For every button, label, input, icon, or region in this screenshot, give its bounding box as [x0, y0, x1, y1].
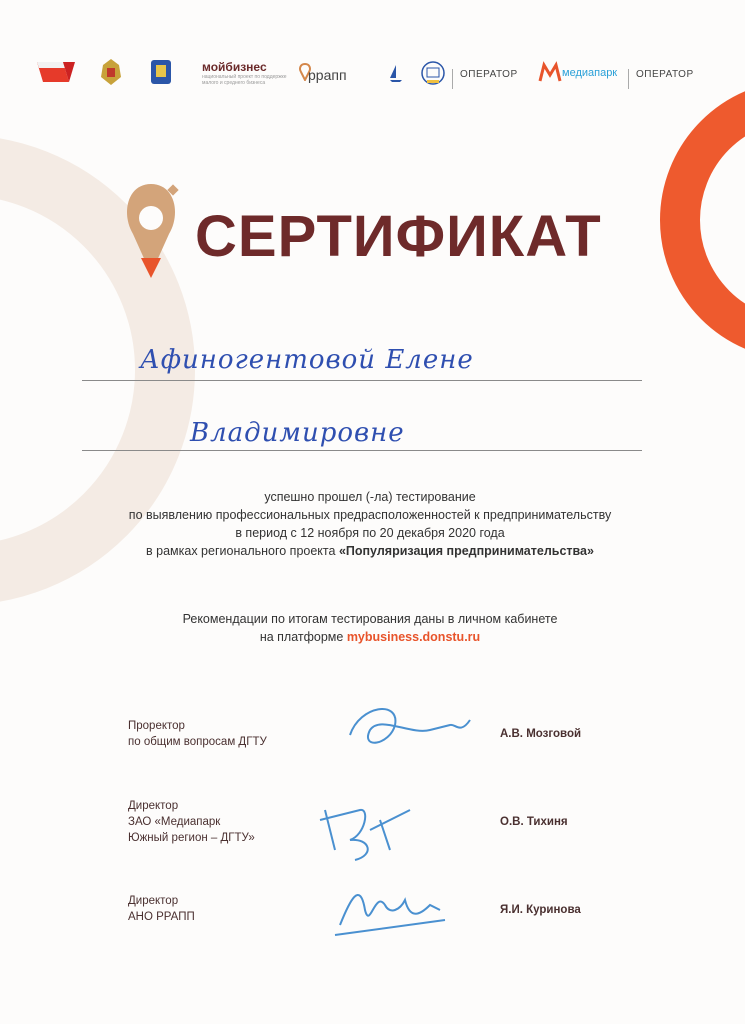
body-line-3: в период с 12 ноября по 20 декабря 2020 года: [235, 526, 505, 540]
signatory-2-position: [128, 798, 255, 846]
mediapark-logo: [562, 67, 617, 79]
logo-divider-2: [628, 69, 629, 89]
signatory-1-position: [128, 718, 267, 750]
signature-2-mark: [310, 790, 430, 870]
recommendation-line-2: [80, 628, 660, 646]
moibiznes-logo: [202, 60, 297, 86]
platform-link[interactable]: mybusiness.donstu.ru: [346, 630, 481, 644]
rostov-emblem-icon: [148, 57, 174, 87]
signature-1-mark: [340, 695, 480, 765]
operator-label: ОПЕРАТОР: [460, 69, 518, 80]
signatory-3-position: [128, 893, 195, 925]
recipient-line-2: [82, 450, 642, 451]
recipient-name-line1: Афиногентовой Елене: [140, 345, 474, 375]
certificate-body: [80, 488, 660, 560]
signatory-2-title-l2: ЗАО «Медиапарк: [128, 816, 221, 828]
recipient-name-line2: Владимировне: [190, 418, 405, 448]
body-line-2: по выявлению профессиональных предрасположенностей к предпринимательству: [128, 508, 612, 522]
recommendations: [80, 610, 660, 646]
operator-label-2: ОПЕРАТОР: [636, 69, 694, 80]
mediapark-text: медиапарк: [562, 67, 618, 79]
rrapp-logo: [308, 67, 347, 83]
moibiznes-text: мойбизнес: [202, 60, 267, 74]
signatory-1-title: Проректор: [128, 720, 185, 732]
body-line-4: [80, 542, 660, 560]
donstu-emblem-icon: [420, 59, 446, 87]
recommendation-line-1: Рекомендации по итогам тестирования даны в личном кабинете: [182, 612, 558, 626]
partner-logos: [30, 55, 710, 95]
signatory-3-title: Директор: [128, 895, 179, 907]
rrapp-text: ррапп: [308, 67, 347, 83]
signatory-1-name: А.В. Мозговой: [500, 728, 582, 740]
region-flag-icon: [35, 58, 77, 88]
rrapp-sailboat-icon: [388, 63, 404, 83]
recommendation-prefix: на платформе: [259, 630, 347, 644]
logo-divider: [452, 69, 453, 89]
signatory-1-title-l2: по общим вопросам ДГТУ: [128, 736, 267, 748]
signatory-2-title: Директор: [128, 800, 179, 812]
certificate-title: СЕРТИФИКАТ: [195, 204, 602, 269]
rocket-pin-logo-icon: [115, 178, 187, 298]
project-name: «Популяризация предпринимательства»: [338, 544, 594, 558]
moibiznes-subtext: национальный проект по поддержке малого и среднего бизнеса: [202, 74, 287, 86]
signatory-3-title-l2: АНО РРАПП: [128, 911, 195, 923]
signatory-2-name: О.В. Тихиня: [500, 816, 568, 828]
body-line-1: успешно прошел (-ла) тестирование: [264, 490, 476, 504]
recipient-line-1: [82, 380, 642, 381]
signatory-2-title-l3: Южный регион – ДГТУ»: [128, 832, 255, 844]
signatory-3-name: Я.И. Куринова: [500, 904, 581, 916]
signature-3-mark: [330, 870, 450, 950]
body-line-4-prefix: в рамках регионального проекта: [146, 544, 339, 558]
mediapark-m-icon: [538, 59, 562, 85]
russia-emblem-icon: [98, 57, 124, 87]
